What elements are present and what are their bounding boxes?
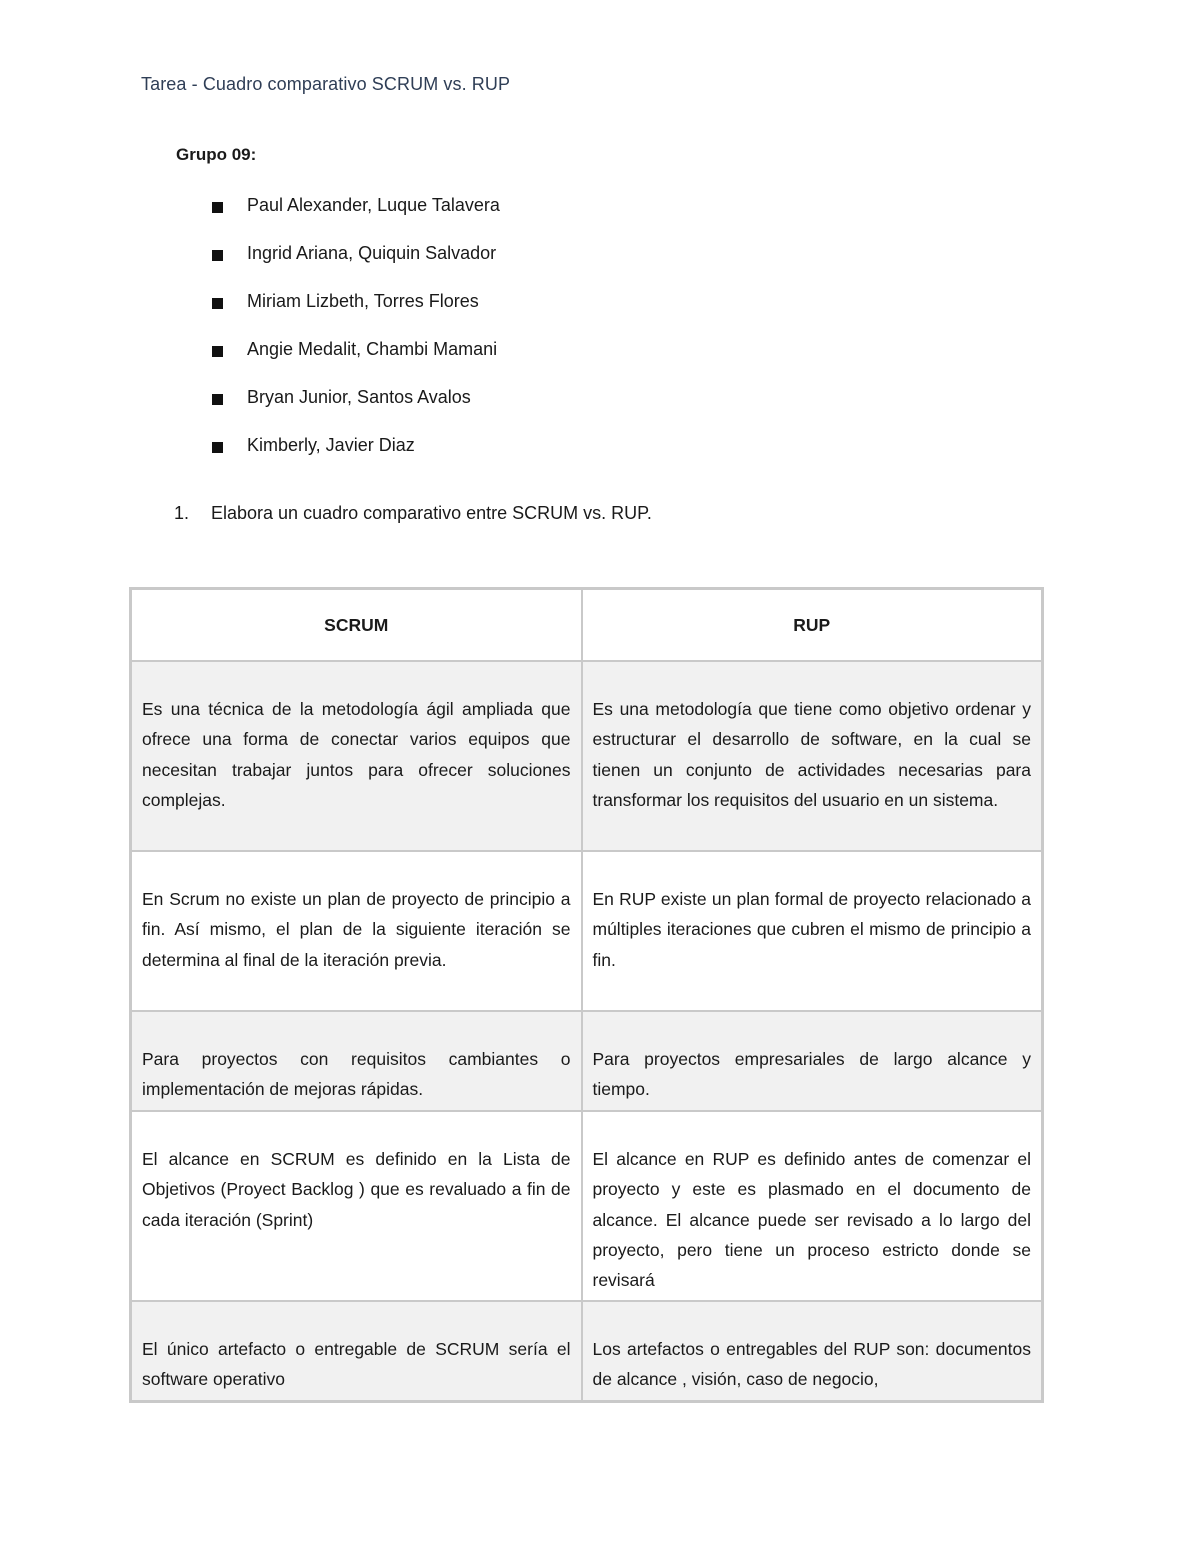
square-bullet-icon: [212, 298, 223, 309]
cell-scrum: [131, 661, 582, 851]
list-item: [212, 243, 500, 291]
cell-scrum: [131, 851, 582, 1011]
cell-text: Para proyectos empresariales de largo alcance y tiempo.: [592, 1049, 1031, 1100]
table-header-row: [131, 589, 1043, 662]
list-item: [212, 387, 500, 435]
square-bullet-icon: [212, 250, 223, 261]
cell-text: En Scrum no existe un plan de proyecto de principio a fin. Así mismo, el plan de la siguiente iteración se determina al final de la iteración previa.: [142, 889, 571, 970]
cell-rup: [582, 851, 1043, 1011]
cell-text: Es una técnica de la metodología ágil ampliada que ofrece una forma de conectar varios equipos que necesitan trabajar juntos para ofrecer soluciones complejas.: [142, 699, 571, 810]
cell-scrum: [131, 1011, 582, 1111]
table-row: [131, 1011, 1043, 1111]
table-row: [131, 661, 1043, 851]
list-item: [212, 339, 500, 387]
header-scrum: SCRUM: [131, 589, 582, 662]
member-name: Bryan Junior, Santos Avalos: [247, 387, 471, 407]
cell-text: Es una metodología que tiene como objetivo ordenar y estructurar el desarrollo de software, en la cual se tienen un conjunto de actividades necesarias para transformar los requisitos del usuario en un sistema.: [592, 699, 1031, 810]
question-item: [174, 503, 652, 524]
comparison-table: [129, 587, 1044, 1403]
group-label: Grupo 09:: [176, 145, 257, 164]
member-name: Miriam Lizbeth, Torres Flores: [247, 291, 479, 311]
cell-text: En RUP existe un plan formal de proyecto relacionado a múltiples iteraciones que cubren el mismo de principio a fin.: [592, 889, 1031, 970]
question-text: Elabora un cuadro comparativo entre SCRUM vs. RUP.: [211, 503, 652, 523]
square-bullet-icon: [212, 442, 223, 453]
table-row: [131, 1301, 1043, 1401]
list-item: [212, 435, 500, 483]
cell-rup: [582, 1301, 1043, 1401]
cell-rup: [582, 1011, 1043, 1111]
member-name: Paul Alexander, Luque Talavera: [247, 195, 500, 215]
cell-text: Los artefactos o entregables del RUP son: documentos de alcance , visión, caso de negocio,: [592, 1339, 1031, 1390]
member-name: Kimberly, Javier Diaz: [247, 435, 415, 455]
question-number: 1.: [174, 503, 190, 523]
cell-text: El alcance en SCRUM es definido en la Lista de Objetivos (Proyect Backlog ) que es revaluado a fin de cada iteración (Sprint): [142, 1149, 571, 1230]
member-name: Ingrid Ariana, Quiquin Salvador: [247, 243, 497, 263]
cell-scrum: [131, 1111, 582, 1301]
member-list: [212, 195, 500, 483]
document-title: Tarea - Cuadro comparativo SCRUM vs. RUP: [141, 74, 511, 94]
cell-text: El único artefacto o entregable de SCRUM sería el software operativo: [142, 1339, 571, 1390]
cell-scrum: [131, 1301, 582, 1401]
cell-rup: [582, 1111, 1043, 1301]
square-bullet-icon: [212, 346, 223, 357]
square-bullet-icon: [212, 394, 223, 405]
header-rup: RUP: [582, 589, 1043, 662]
cell-text: El alcance en RUP es definido antes de comenzar el proyecto y este es plasmado en el documento de alcance. El alcance puede ser revisado a lo largo del proyecto, pero tiene un proceso estricto donde se revisará: [592, 1149, 1031, 1291]
table-row: [131, 851, 1043, 1011]
table-row: [131, 1111, 1043, 1301]
list-item: [212, 195, 500, 243]
cell-text: Para proyectos con requisitos cambiantes o implementación de mejoras rápidas.: [142, 1049, 571, 1100]
list-item: [212, 291, 500, 339]
cell-rup: [582, 661, 1043, 851]
member-name: Angie Medalit, Chambi Mamani: [247, 339, 498, 359]
square-bullet-icon: [212, 202, 223, 213]
